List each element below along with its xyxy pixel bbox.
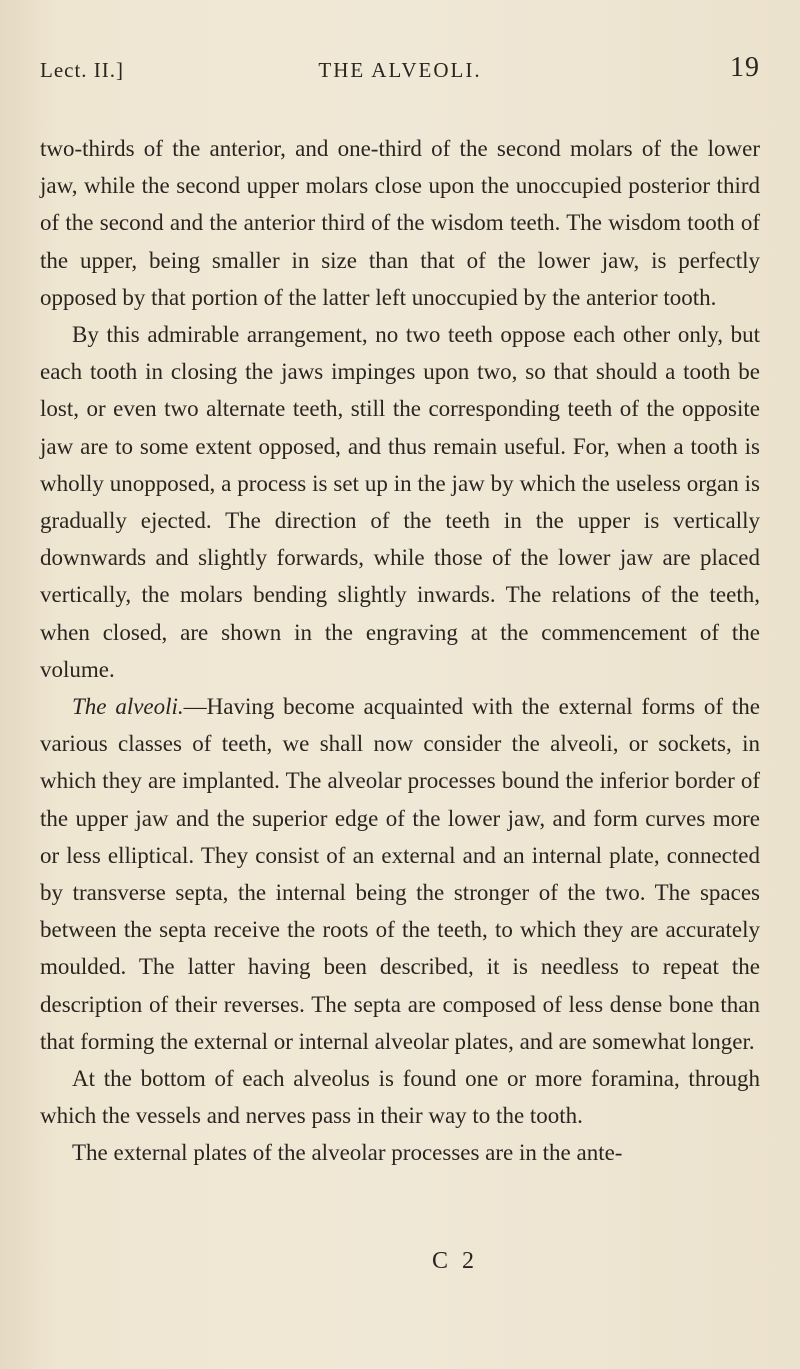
paragraph-4 xyxy=(40,1060,760,1134)
body-text xyxy=(40,130,760,1172)
printer-signature: C 2 xyxy=(431,1248,478,1274)
page-number: 19 xyxy=(730,52,760,83)
paragraph-1-text: two-thirds of the anterior, and one-third of the second molars of the lower jaw, while the second upper molars close upon the unoccupied posterior third of the second and the anterior third of the wisdom teeth. The wisdom tooth of the upper, being smaller in size than that of the lower jaw, is perfectly opposed by that portion of the latter left unoccupied by the anterior tooth. xyxy=(40,136,760,310)
paragraph-2 xyxy=(40,316,760,688)
paragraph-5 xyxy=(40,1134,760,1171)
running-header xyxy=(40,48,760,88)
lecture-reference: Lect. II.] xyxy=(40,58,125,82)
section-heading-alveoli: The alveoli. xyxy=(72,694,184,720)
paragraph-5-text: The external plates of the alveolar processes are in the ante- xyxy=(72,1140,623,1166)
paragraph-4-text: At the bottom of each alveolus is found one or more foramina, through which the vessels and nerves pass in their way to the tooth. xyxy=(40,1066,760,1129)
paragraph-1 xyxy=(40,130,760,316)
paragraph-2-text: By this admirable arrangement, no two teeth oppose each other only, but each tooth in closing the jaws impinges upon two, so that should a tooth be lost, or even two alternate teeth, still the corresponding teeth of the opposite jaw are to some extent opposed, and thus remain useful. For, when a tooth is wholly unopposed, a process is set up in the jaw by which the useless organ is gradually ejected. The direction of the teeth in the upper is vertically downwards and slightly forwards, while those of the lower jaw are placed vertically, the molars bending slightly inwards. The relations of the teeth, when closed, are shown in the engraving at the commencement of the volume. xyxy=(40,322,760,682)
paragraph-3 xyxy=(40,688,760,1060)
page-title: THE ALVEOLI. xyxy=(318,58,482,82)
paragraph-3-text: —Having become acquainted with the external forms of the various classes of teeth, we shall now consider the alveoli, or sockets, in which they are implanted. The alveolar processes bound the inferior border of the upper jaw and the superior edge of the lower jaw, and form curves more or less elliptical. They consist of an external and an internal plate, connected by transverse septa, the internal being the stronger of the two. The spaces between the septa receive the roots of the teeth, to which they are accurately moulded. The latter having been described, it is needless to repeat the description of their reverses. The septa are composed of less dense bone than that forming the external or internal alveolar plates, and are somewhat longer. xyxy=(40,694,760,1054)
